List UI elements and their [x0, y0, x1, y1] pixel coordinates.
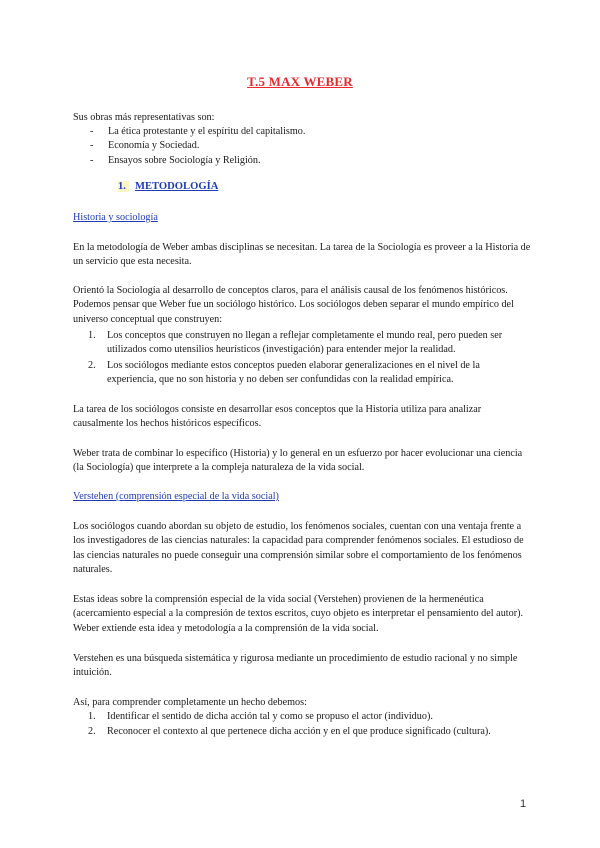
list-item: 1. Identificar el sentido de dicha acción tal y como se propuso el actor (individuo).	[88, 711, 433, 722]
paragraph: Weber trata de combinar lo específico (Historia) y lo general en un esfuerzo por hacer evolucionar una ciencia (la Sociología) que interprete a la compleja naturaleza de la vida social.	[73, 448, 523, 474]
paragraph: Orientó la Sociología al desarrollo de conceptos claros, para el análisis causal de los fenómenos históricos. Podemos pensar que Weber fue un sociólogo histórico. Los sociólogos deben separar el mundo empírico del universo conceptual que construyen:	[73, 285, 514, 325]
paragraph: Los sociólogos cuando abordan su objeto de estudio, los fenómenos sociales, cuentan con una ventaja frente a los investigadores de las ciencias naturales: la capacidad para comprender fenómenos sociales. El estudioso de las ciencias naturales no puede conseguir una comprensión similar sobre el comportamiento de los fenómenos naturales.	[73, 521, 524, 576]
list-item: - La ética protestante y el espíritu del capitalismo.	[90, 126, 306, 137]
subheading-historia-sociologia: Historia y sociología	[73, 212, 158, 223]
subheading-verstehen: Verstehen (comprensión especial de la vida social)	[73, 491, 279, 502]
section-title: METODOLOGÍA	[134, 181, 219, 192]
steps-list	[88, 710, 531, 741]
concepts-list	[88, 329, 531, 389]
intro-text: Sus obras más representativas son:	[73, 112, 215, 123]
section-heading-metodologia	[118, 181, 218, 192]
section-number: 1.	[118, 181, 129, 192]
page-number: 1	[520, 798, 527, 810]
list-item: - Economía y Sociedad.	[90, 140, 200, 152]
list-item: 2. Reconocer el contexto al que pertenece dicha acción y en el que produce significado (cultura).	[88, 726, 491, 738]
paragraph: Verstehen es una búsqueda sistemática y rigurosa mediante un procedimiento de estudio racional y no simple intuición.	[73, 653, 518, 679]
list-item: 1. Los conceptos que construyen no llegan a reflejar completamente el mundo real, pero pueden ser utilizados como utensilios heurísticos (investigación) para entender mejor la realidad.	[88, 330, 503, 356]
works-list	[90, 125, 530, 168]
list-item: - Ensayos sobre Sociología y Religión.	[90, 154, 261, 166]
paragraph: Así, para comprender completamente un hecho debemos:	[73, 697, 307, 708]
paragraph: En la metodología de Weber ambas disciplinas se necesitan. La tarea de la Sociología es proveer a la Historia de un servicio que esta necesita.	[73, 242, 531, 268]
paragraph: La tarea de los sociólogos consiste en desarrollar esos conceptos que la Historia utiliza para analizar causalmente los hechos históricos específicos.	[73, 404, 482, 430]
paragraph: Estas ideas sobre la comprensión especial de la vida social (Verstehen) provienen de la hermenéutica (acercamiento especial a la compresión de textos escritos, cuyo objeto es interpretar el pensamiento del autor). Weber extiende esta idea y metodología a la comprensión de la vida social.	[73, 594, 524, 634]
list-item: 2. Los sociólogos mediante estos conceptos pueden elaborar generalizaciones en el nivel de la experiencia, que no son historia y no deben ser confundidas con la realidad empírica.	[88, 359, 480, 386]
page-title: T.5 MAX WEBER	[247, 74, 353, 89]
